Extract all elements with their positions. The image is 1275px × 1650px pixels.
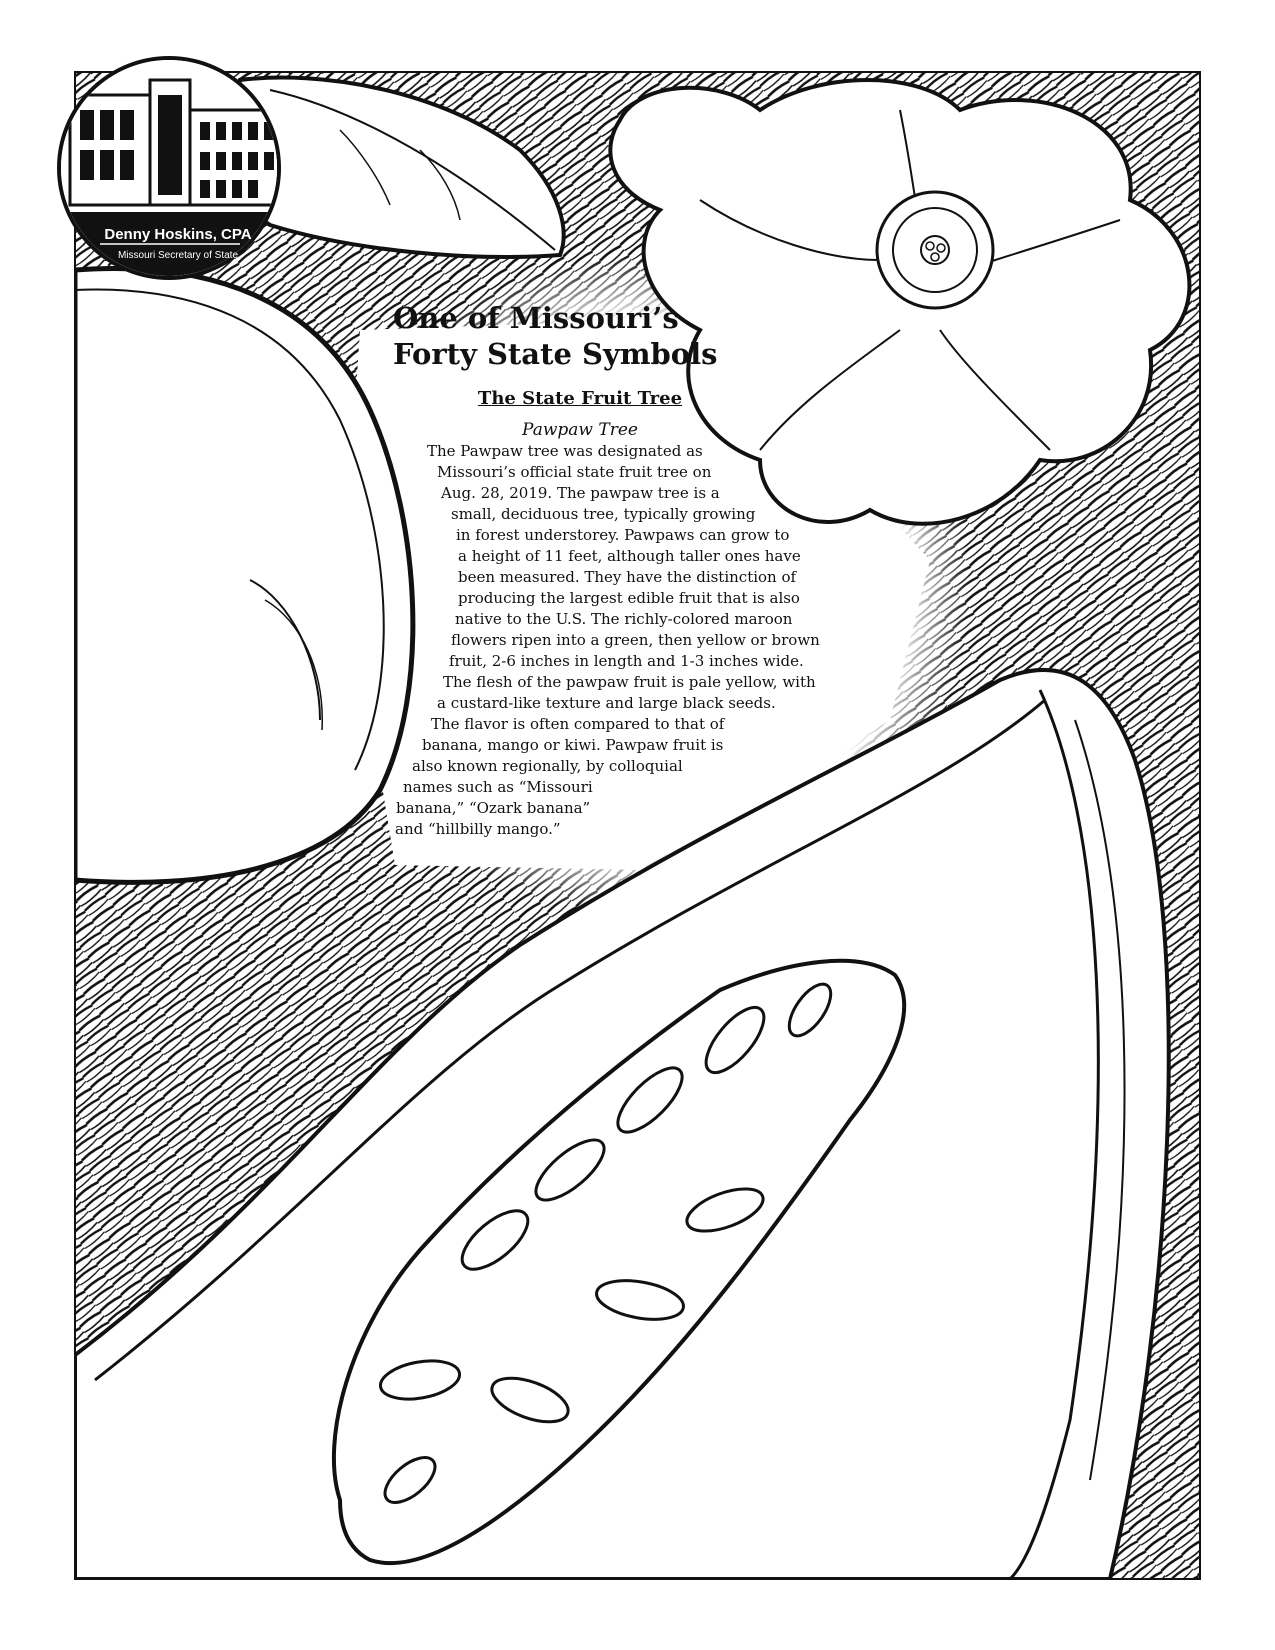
description-line: flowers ripen into a green, then yellow or brown xyxy=(451,631,820,649)
description-line: names such as “Missouri xyxy=(403,778,593,796)
description-line: banana, mango or kiwi. Pawpaw fruit is xyxy=(422,736,724,754)
description-line: producing the largest edible fruit that is also xyxy=(458,589,800,607)
description-line: been measured. They have the distinction of xyxy=(458,568,797,586)
description-line: Aug. 28, 2019. The pawpaw tree is a xyxy=(441,484,720,502)
description-line: The flesh of the pawpaw fruit is pale yellow, with xyxy=(443,673,816,691)
description-line: in forest understorey. Pawpaws can grow to xyxy=(456,526,790,544)
state-symbol-category: The State Fruit Tree xyxy=(477,388,683,409)
description-line: a height of 11 feet, although taller ones have xyxy=(458,547,801,565)
description-line: The flavor is often compared to that of xyxy=(431,715,725,733)
title-line: One of Missouri’s xyxy=(393,301,679,335)
description-line: banana,” “Ozark banana” xyxy=(396,799,591,817)
description-line: The Pawpaw tree was designated as xyxy=(427,442,703,460)
seal-office: Missouri Secretary of State xyxy=(117,250,239,261)
description-line: small, deciduous tree, typically growing xyxy=(451,505,756,523)
description-line: Missouri’s official state fruit tree on xyxy=(437,463,712,481)
description-line: native to the U.S. The richly-colored maroon xyxy=(455,610,793,628)
description-line: and “hillbilly mango.” xyxy=(395,820,561,838)
description-line: a custard-like texture and large black seeds. xyxy=(437,694,776,712)
title-line: Forty State Symbols xyxy=(393,337,718,371)
description-line: also known regionally, by colloquial xyxy=(412,757,683,775)
seal-name: Denny Hoskins, CPA xyxy=(104,226,252,243)
description-line: fruit, 2-6 inches in length and 1-3 inches wide. xyxy=(449,652,804,670)
state-symbol-name: Pawpaw Tree xyxy=(522,420,638,440)
